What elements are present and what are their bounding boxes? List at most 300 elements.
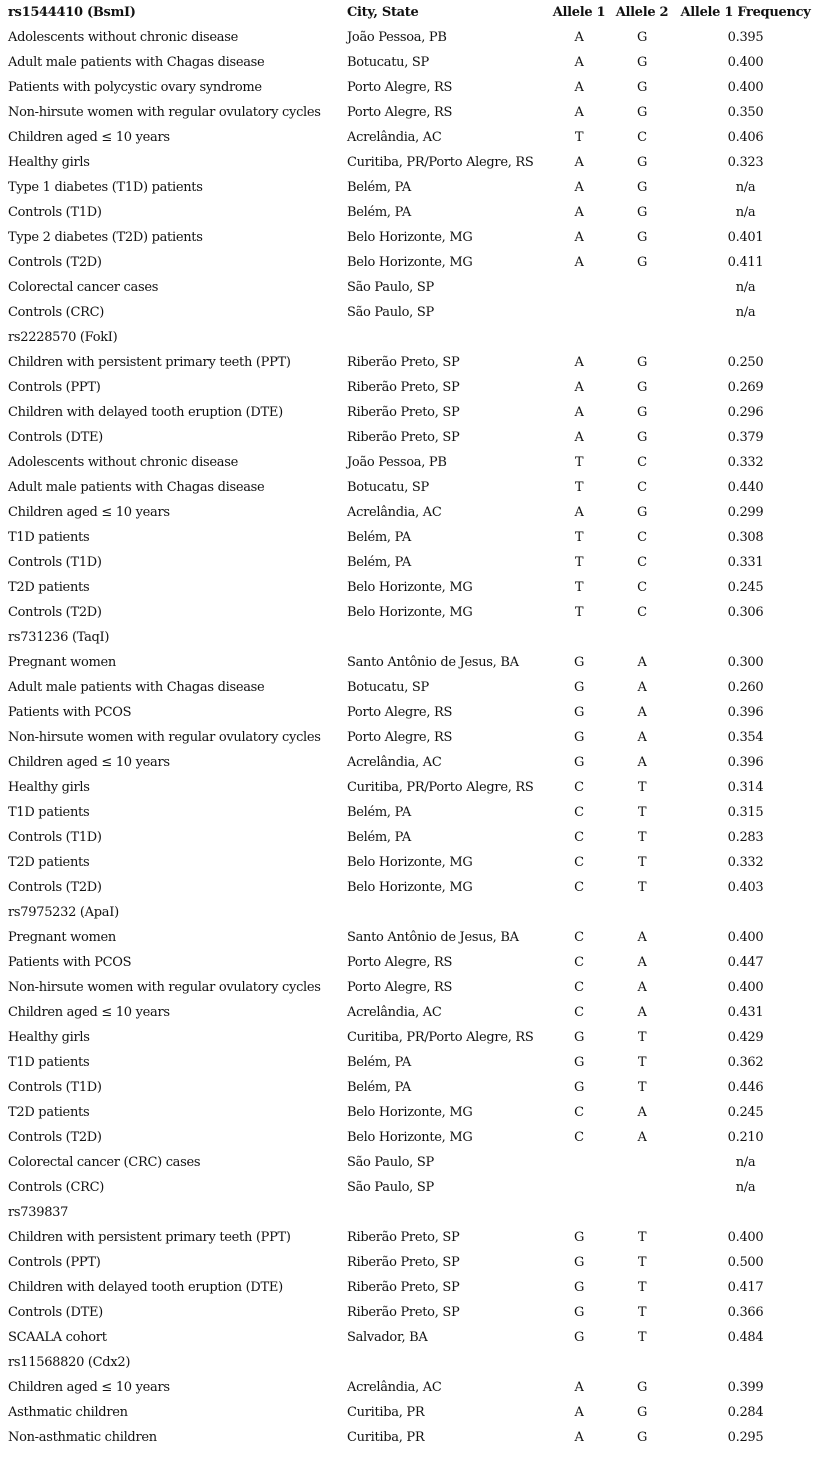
- table-row: [0, 550, 818, 575]
- cell-city: Botucatu, SP: [347, 480, 429, 495]
- table-row: [0, 275, 818, 300]
- cell-frequency: [673, 325, 818, 350]
- table-row: [0, 475, 818, 500]
- cell-city: Porto Alegre, RS: [347, 980, 453, 995]
- cell-frequency: 0.308: [727, 530, 764, 545]
- cell-population: Pregnant women: [8, 930, 116, 945]
- cell-allele2: C: [637, 605, 647, 620]
- cell-population: Controls (T2D): [8, 1130, 102, 1145]
- cell-allele2: C: [637, 130, 647, 145]
- table-row: [0, 450, 818, 475]
- cell-allele2: G: [636, 430, 648, 445]
- cell-allele1: A: [574, 180, 584, 195]
- cell-allele1: T: [574, 480, 584, 495]
- cell-city: Belém, PA: [347, 1055, 411, 1070]
- cell-population: Controls (PPT): [8, 380, 101, 395]
- cell-allele2: A: [637, 755, 647, 770]
- table-row: [0, 25, 818, 50]
- cell-population: Children aged ≤ 10 years: [8, 755, 170, 770]
- cell-allele2: [611, 625, 673, 650]
- cell-population: Adolescents without chronic disease: [8, 30, 238, 45]
- section-row: [0, 1200, 818, 1225]
- cell-allele1: G: [573, 705, 585, 720]
- table-row: [0, 675, 818, 700]
- table-row: [0, 1175, 818, 1200]
- cell-city: Belém, PA: [347, 530, 411, 545]
- cell-city: Botucatu, SP: [347, 680, 429, 695]
- table-row: [0, 1050, 818, 1075]
- cell-allele2: A: [637, 680, 647, 695]
- cell-allele2: A: [637, 705, 647, 720]
- cell-frequency: 0.283: [727, 830, 764, 845]
- section-row: [0, 625, 818, 650]
- cell-allele2: [611, 900, 673, 925]
- cell-population: Children aged ≤ 10 years: [8, 130, 170, 145]
- cell-allele1: A: [574, 505, 584, 520]
- table-row: [0, 375, 818, 400]
- cell-allele2: G: [636, 155, 648, 170]
- cell-city: Belo Horizonte, MG: [347, 580, 473, 595]
- cell-allele2: T: [637, 1080, 647, 1095]
- cell-allele2: G: [636, 105, 648, 120]
- table-row: [0, 1300, 818, 1325]
- cell-population: Controls (T2D): [8, 880, 102, 895]
- cell-allele2: T: [637, 1030, 647, 1045]
- cell-frequency: 0.500: [727, 1255, 764, 1270]
- cell-allele2: T: [637, 1280, 647, 1295]
- cell-city: Riberão Preto, SP: [347, 1255, 460, 1270]
- cell-population: Healthy girls: [8, 780, 90, 795]
- table-row: [0, 1325, 818, 1350]
- cell-population: Patients with PCOS: [8, 705, 132, 720]
- cell-population: Controls (T1D): [8, 555, 102, 570]
- cell-allele2: G: [636, 80, 648, 95]
- cell-frequency: 0.323: [727, 155, 764, 170]
- table-row: [0, 1275, 818, 1300]
- cell-allele2: T: [637, 1055, 647, 1070]
- cell-population: Type 2 diabetes (T2D) patients: [8, 230, 203, 245]
- cell-allele2: T: [637, 880, 647, 895]
- cell-frequency: 0.362: [727, 1055, 764, 1070]
- header-allele1: Allele 1: [552, 5, 606, 20]
- table-row: [0, 1000, 818, 1025]
- cell-allele2: [611, 1150, 673, 1175]
- table-row: [0, 850, 818, 875]
- cell-allele1: G: [573, 1280, 585, 1295]
- cell-population: Children aged ≤ 10 years: [8, 505, 170, 520]
- cell-city: Acrelândia, AC: [347, 505, 442, 520]
- table-row: [0, 600, 818, 625]
- cell-city: Riberão Preto, SP: [347, 380, 460, 395]
- table-row: [0, 650, 818, 675]
- cell-frequency: [673, 1200, 818, 1225]
- table-row: [0, 825, 818, 850]
- cell-frequency: 0.400: [727, 1230, 764, 1245]
- cell-frequency: 0.447: [727, 955, 764, 970]
- cell-frequency: 0.406: [727, 130, 764, 145]
- cell-allele1: A: [574, 230, 584, 245]
- cell-allele1: A: [574, 430, 584, 445]
- cell-frequency: n/a: [735, 1155, 756, 1170]
- cell-frequency: 0.403: [727, 880, 764, 895]
- cell-frequency: 0.431: [727, 1005, 764, 1020]
- cell-city: Belo Horizonte, MG: [347, 230, 473, 245]
- cell-frequency: 0.400: [727, 980, 764, 995]
- table-row: [0, 1075, 818, 1100]
- cell-city: Porto Alegre, RS: [347, 80, 453, 95]
- cell-allele2: A: [637, 1005, 647, 1020]
- cell-allele2: A: [637, 1105, 647, 1120]
- table-row: [0, 975, 818, 1000]
- cell-frequency: 0.400: [727, 80, 764, 95]
- cell-population: Patients with polycystic ovary syndrome: [8, 80, 262, 95]
- cell-frequency: 0.417: [727, 1280, 764, 1295]
- cell-frequency: 0.314: [727, 780, 764, 795]
- table-row: [0, 750, 818, 775]
- cell-frequency: 0.210: [727, 1130, 764, 1145]
- cell-allele1: C: [574, 855, 584, 870]
- cell-frequency: 0.315: [727, 805, 764, 820]
- cell-allele2: T: [637, 1230, 647, 1245]
- cell-allele1: G: [573, 730, 585, 745]
- cell-allele2: [611, 1200, 673, 1225]
- header-frequency: Allele 1 Frequency: [680, 5, 811, 20]
- cell-population: Children with persistent primary teeth (PPT): [8, 355, 291, 370]
- cell-city: Belo Horizonte, MG: [347, 880, 473, 895]
- cell-allele1: [547, 325, 611, 350]
- cell-allele2: G: [636, 355, 648, 370]
- table-row: [0, 350, 818, 375]
- cell-population: Patients with PCOS: [8, 955, 132, 970]
- cell-population: Adult male patients with Chagas disease: [8, 55, 265, 70]
- cell-allele2: G: [636, 30, 648, 45]
- cell-city: [347, 1350, 547, 1375]
- cell-frequency: n/a: [735, 305, 756, 320]
- cell-frequency: 0.306: [727, 605, 764, 620]
- cell-allele1: A: [574, 205, 584, 220]
- cell-population: T1D patients: [8, 530, 90, 545]
- cell-city: Riberão Preto, SP: [347, 430, 460, 445]
- table-row: [0, 300, 818, 325]
- cell-city: Acrelândia, AC: [347, 1005, 442, 1020]
- cell-population: Adolescents without chronic disease: [8, 455, 238, 470]
- cell-population: Controls (CRC): [8, 1180, 104, 1195]
- cell-frequency: n/a: [735, 1180, 756, 1195]
- cell-city: Acrelândia, AC: [347, 130, 442, 145]
- cell-allele2: G: [636, 1430, 648, 1445]
- header-snp: rs1544410 (BsmI): [8, 5, 136, 20]
- section-snp-label: rs2228570 (FokI): [8, 330, 118, 345]
- cell-allele1: [547, 1200, 611, 1225]
- cell-frequency: 0.366: [727, 1305, 764, 1320]
- cell-city: São Paulo, SP: [347, 1180, 434, 1195]
- cell-allele2: C: [637, 530, 647, 545]
- cell-city: Porto Alegre, RS: [347, 105, 453, 120]
- cell-allele1: T: [574, 130, 584, 145]
- cell-frequency: 0.245: [727, 1105, 764, 1120]
- table-row: [0, 1025, 818, 1050]
- table-row: [0, 1150, 818, 1175]
- table-row: [0, 875, 818, 900]
- cell-city: Curitiba, PR: [347, 1405, 425, 1420]
- cell-allele1: G: [573, 655, 585, 670]
- cell-allele1: C: [574, 930, 584, 945]
- cell-population: T1D patients: [8, 1055, 90, 1070]
- cell-population: Children with delayed tooth eruption (DTE): [8, 405, 283, 420]
- cell-allele2: C: [637, 555, 647, 570]
- table-row: [0, 700, 818, 725]
- cell-city: [347, 325, 547, 350]
- cell-frequency: 0.484: [727, 1330, 764, 1345]
- cell-frequency: 0.429: [727, 1030, 764, 1045]
- cell-frequency: 0.331: [727, 555, 764, 570]
- cell-allele2: A: [637, 1130, 647, 1145]
- cell-city: Acrelândia, AC: [347, 755, 442, 770]
- cell-allele2: T: [637, 780, 647, 795]
- cell-frequency: 0.401: [727, 230, 764, 245]
- cell-city: Belém, PA: [347, 180, 411, 195]
- cell-allele2: [611, 1350, 673, 1375]
- cell-allele2: T: [637, 805, 647, 820]
- table-row: [0, 200, 818, 225]
- table-row: [0, 800, 818, 825]
- cell-allele1: T: [574, 455, 584, 470]
- table-row: [0, 1375, 818, 1400]
- cell-allele1: G: [573, 1255, 585, 1270]
- cell-frequency: n/a: [735, 180, 756, 195]
- cell-city: Acrelândia, AC: [347, 1380, 442, 1395]
- cell-city: Belo Horizonte, MG: [347, 605, 473, 620]
- cell-city: Porto Alegre, RS: [347, 705, 453, 720]
- cell-frequency: 0.284: [727, 1405, 764, 1420]
- cell-allele2: A: [637, 955, 647, 970]
- table-row: [0, 525, 818, 550]
- cell-frequency: 0.354: [727, 730, 764, 745]
- cell-allele1: A: [574, 55, 584, 70]
- table-row: [0, 500, 818, 525]
- cell-allele2: [611, 300, 673, 325]
- cell-allele1: A: [574, 1405, 584, 1420]
- cell-population: Type 1 diabetes (T1D) patients: [8, 180, 203, 195]
- cell-allele1: [547, 900, 611, 925]
- cell-city: João Pessoa, PB: [347, 455, 447, 470]
- cell-frequency: 0.332: [727, 855, 764, 870]
- cell-allele2: A: [637, 930, 647, 945]
- cell-allele1: T: [574, 530, 584, 545]
- cell-city: [347, 900, 547, 925]
- cell-frequency: 0.299: [727, 505, 764, 520]
- table-row: [0, 150, 818, 175]
- cell-frequency: 0.395: [727, 30, 764, 45]
- cell-allele2: G: [636, 55, 648, 70]
- cell-population: Non-hirsute women with regular ovulatory cycles: [8, 105, 321, 120]
- cell-allele1: [547, 300, 611, 325]
- cell-population: Controls (PPT): [8, 1255, 101, 1270]
- cell-population: T2D patients: [8, 855, 90, 870]
- cell-allele2: G: [636, 205, 648, 220]
- cell-population: Healthy girls: [8, 155, 90, 170]
- table-row: [0, 575, 818, 600]
- table-row: [0, 250, 818, 275]
- cell-city: Riberão Preto, SP: [347, 405, 460, 420]
- cell-allele1: T: [574, 605, 584, 620]
- cell-city: Riberão Preto, SP: [347, 355, 460, 370]
- cell-allele2: T: [637, 1330, 647, 1345]
- cell-allele1: C: [574, 830, 584, 845]
- cell-frequency: 0.260: [727, 680, 764, 695]
- cell-allele1: G: [573, 1080, 585, 1095]
- cell-city: Belo Horizonte, MG: [347, 1105, 473, 1120]
- cell-allele1: C: [574, 955, 584, 970]
- header-city: City, State: [347, 5, 419, 20]
- cell-allele2: G: [636, 230, 648, 245]
- cell-allele2: G: [636, 380, 648, 395]
- cell-city: Curitiba, PR: [347, 1430, 425, 1445]
- cell-city: João Pessoa, PB: [347, 30, 447, 45]
- table-row: [0, 950, 818, 975]
- cell-population: Controls (T2D): [8, 605, 102, 620]
- cell-allele1: C: [574, 1130, 584, 1145]
- cell-frequency: 0.379: [727, 430, 764, 445]
- cell-city: Riberão Preto, SP: [347, 1230, 460, 1245]
- section-row: [0, 900, 818, 925]
- cell-allele1: C: [574, 880, 584, 895]
- table-row: [0, 725, 818, 750]
- cell-city: Belo Horizonte, MG: [347, 1130, 473, 1145]
- cell-population: Pregnant women: [8, 655, 116, 670]
- section-row: [0, 1350, 818, 1375]
- cell-city: São Paulo, SP: [347, 1155, 434, 1170]
- section-row: [0, 325, 818, 350]
- cell-allele1: A: [574, 255, 584, 270]
- cell-allele2: G: [636, 180, 648, 195]
- cell-city: Curitiba, PR/Porto Alegre, RS: [347, 780, 534, 795]
- cell-allele2: [611, 275, 673, 300]
- cell-allele1: A: [574, 355, 584, 370]
- cell-allele2: A: [637, 655, 647, 670]
- cell-population: Healthy girls: [8, 1030, 90, 1045]
- cell-population: Controls (T1D): [8, 1080, 102, 1095]
- cell-frequency: n/a: [735, 280, 756, 295]
- cell-allele1: G: [573, 680, 585, 695]
- cell-allele2: T: [637, 1255, 647, 1270]
- cell-allele2: G: [636, 505, 648, 520]
- cell-allele2: [611, 1175, 673, 1200]
- table-header-row: [0, 0, 818, 25]
- cell-population: Controls (DTE): [8, 430, 103, 445]
- cell-city: Riberão Preto, SP: [347, 1305, 460, 1320]
- cell-population: T2D patients: [8, 1105, 90, 1120]
- cell-frequency: [673, 625, 818, 650]
- cell-allele1: G: [573, 1230, 585, 1245]
- cell-allele1: C: [574, 805, 584, 820]
- section-snp-label: rs739837: [8, 1205, 69, 1220]
- cell-allele2: G: [636, 405, 648, 420]
- cell-city: Salvador, BA: [347, 1330, 428, 1345]
- cell-allele2: C: [637, 480, 647, 495]
- table-row: [0, 925, 818, 950]
- header-allele2: Allele 2: [615, 5, 669, 20]
- cell-city: Botucatu, SP: [347, 55, 429, 70]
- cell-city: Belém, PA: [347, 555, 411, 570]
- cell-frequency: 0.250: [727, 355, 764, 370]
- cell-population: Asthmatic children: [8, 1405, 128, 1420]
- cell-allele1: G: [573, 1030, 585, 1045]
- table-row: [0, 1100, 818, 1125]
- cell-allele1: [547, 1150, 611, 1175]
- table-row: [0, 1225, 818, 1250]
- cell-allele2: T: [637, 830, 647, 845]
- cell-population: Non-hirsute women with regular ovulatory cycles: [8, 730, 321, 745]
- cell-frequency: 0.396: [727, 755, 764, 770]
- table-row: [0, 425, 818, 450]
- cell-frequency: 0.296: [727, 405, 764, 420]
- cell-allele1: C: [574, 980, 584, 995]
- cell-city: [347, 1200, 547, 1225]
- cell-frequency: 0.300: [727, 655, 764, 670]
- cell-frequency: 0.399: [727, 1380, 764, 1395]
- cell-allele2: [611, 325, 673, 350]
- cell-city: São Paulo, SP: [347, 280, 434, 295]
- cell-allele2: G: [636, 1380, 648, 1395]
- table-row: [0, 1250, 818, 1275]
- cell-city: Santo Antônio de Jesus, BA: [347, 930, 519, 945]
- cell-allele1: A: [574, 155, 584, 170]
- cell-city: São Paulo, SP: [347, 305, 434, 320]
- cell-frequency: 0.245: [727, 580, 764, 595]
- cell-city: Porto Alegre, RS: [347, 730, 453, 745]
- cell-allele1: A: [574, 380, 584, 395]
- section-snp-label: rs7975232 (ApaI): [8, 905, 119, 920]
- cell-allele1: C: [574, 1105, 584, 1120]
- cell-population: Children aged ≤ 10 years: [8, 1380, 170, 1395]
- cell-city: Belo Horizonte, MG: [347, 855, 473, 870]
- table-row: [0, 50, 818, 75]
- cell-population: Adult male patients with Chagas disease: [8, 680, 265, 695]
- cell-population: T2D patients: [8, 580, 90, 595]
- cell-allele1: T: [574, 580, 584, 595]
- cell-allele1: [547, 1175, 611, 1200]
- cell-city: Belém, PA: [347, 1080, 411, 1095]
- cell-frequency: 0.269: [727, 380, 764, 395]
- cell-frequency: [673, 900, 818, 925]
- cell-allele1: A: [574, 1380, 584, 1395]
- cell-allele1: A: [574, 405, 584, 420]
- table-row: [0, 400, 818, 425]
- table-row: [0, 775, 818, 800]
- cell-allele1: C: [574, 780, 584, 795]
- cell-allele1: G: [573, 755, 585, 770]
- cell-population: Controls (T1D): [8, 205, 102, 220]
- cell-city: Santo Antônio de Jesus, BA: [347, 655, 519, 670]
- cell-allele2: A: [637, 730, 647, 745]
- cell-allele1: G: [573, 1055, 585, 1070]
- cell-allele1: A: [574, 105, 584, 120]
- table-row: [0, 1425, 818, 1450]
- cell-frequency: 0.440: [727, 480, 764, 495]
- table-row: [0, 1400, 818, 1425]
- cell-allele1: A: [574, 80, 584, 95]
- cell-population: Controls (DTE): [8, 1305, 103, 1320]
- cell-frequency: 0.350: [727, 105, 764, 120]
- cell-frequency: [673, 1350, 818, 1375]
- cell-frequency: 0.396: [727, 705, 764, 720]
- cell-frequency: 0.446: [727, 1080, 764, 1095]
- cell-city: Curitiba, PR/Porto Alegre, RS: [347, 1030, 534, 1045]
- cell-allele2: A: [637, 980, 647, 995]
- cell-population: Controls (CRC): [8, 305, 104, 320]
- cell-city: Belo Horizonte, MG: [347, 255, 473, 270]
